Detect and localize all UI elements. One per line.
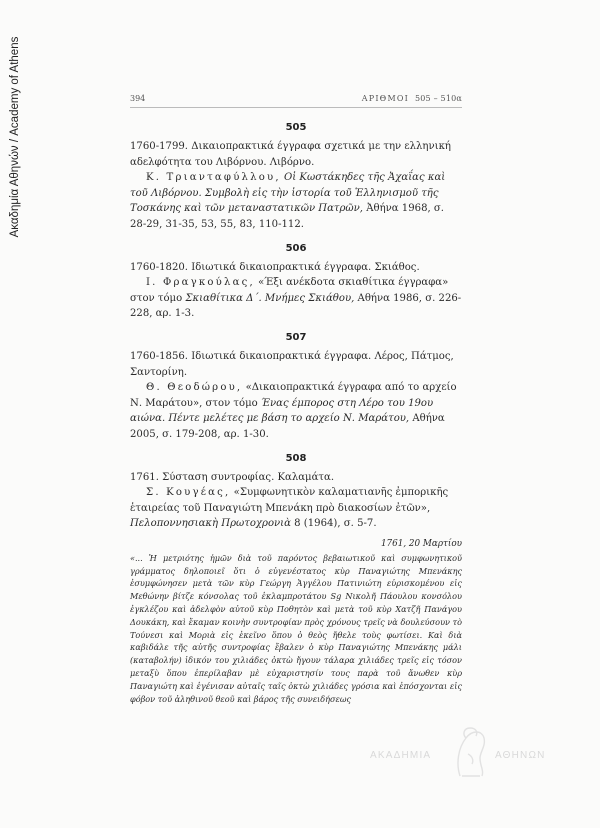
entry-reference	[130, 170, 462, 232]
header-rule	[130, 107, 462, 108]
entry-number: 507	[285, 331, 307, 343]
entry-number: 508	[285, 452, 307, 464]
side-watermark-label: Ακαδημία Αθηνών / Academy of Athens	[9, 36, 21, 238]
reference-author: Θ. Θεοδώρου,	[146, 382, 243, 394]
page-number: 394	[130, 94, 146, 103]
watermark-text-left: ΑΚΑΔΗΜΙΑ	[370, 750, 432, 761]
document-date: 1761, 20 Μαρτίου	[380, 538, 462, 549]
reference-article: «Συμφωνητικὸν καλαματιανῆς ἐμπορικῆς ἑταιρείας τοῦ Παναγιώτη Μπενάκη πρὸ διακοσίων ἐτῶν»,	[130, 487, 449, 514]
document-quote: «... Ἡ μετριότης ἡμῶν διὰ τοῦ παρόντος βεβαιωτικοῦ καὶ συμφωνητικοῦ γράμματος δηλοποιεῖ ὅτι ὁ εὐγενέστατος κὺρ Παναγιώτης Μπενάκης ἐσυμφώνησεν μετὰ τῶν κὺρ Γεώργη Ἀγγέλου Πατινιώτη εὑρισκομένου εἰς Μεθώνην βίτζε κόνσολας τοῦ ἐκλαμπροτάτου Sg Νικολῆ Πάουλου κονσόλου ἐγκλέζου καὶ ἀδελφὸν αὐτοῦ κὺρ Ποθητὸν καὶ μετὰ τοῦ κὺρ Χατζῆ Πανάγου Δουκάκη, καὶ ἔκαμαν κοινὴν συντροφίαν πρὸς χρόνους τρεῖς νὰ δουλεύσουν τὸ Τούνεσι καὶ Μοριὰ εἰς ἐκεῖνο ὅπου ὁ θεὸς ἤθελε τοὺς φωτίσει. Καὶ διὰ καβιδάλε τῆς αὐτῆς συντροφίας ἔβαλεν ὁ κὺρ Παναγιώτης Μπενάκης μάλι (καταβολήν) ἰδικόν του χιλιάδες ὀκτὼ ἤγουν τάλαρα χιλιάδες τρεῖς εἰς τόσον μεταξὺ ὅπου ἐπερίλαβαν μὲ εὐχαριστησίν τους παρὰ τοῦ ἄνωθεν κὺρ Παναγιώτη καὶ ἐγένισαν αὐταῖς ταῖς ὀκτὼ χιλιάδες γρόσια καὶ ἐπόσχονται εἰς φόβον τοῦ ἀληθινοῦ θεοῦ καὶ βάρος τῆς συνειδήσεως	[130, 552, 462, 704]
entry-reference	[130, 485, 462, 532]
entry-reference	[130, 275, 462, 322]
entry-507	[130, 332, 462, 443]
reference-title: Οἱ Κωστάκηδες τῆς Ἀχαΐας καὶ τοῦ Λιβόρνου. Συμβολὴ εἰς τὴν ἱστορία τοῦ Ἑλληνισμοῦ τῆς Τοσκάνης καὶ τῶν μεταναστατικῶν Πατρῶν,	[130, 172, 446, 215]
watermark-text-right: ΑΘΗΝΩΝ	[495, 750, 546, 761]
reference-publication: Αθήνα 2005, σ. 179-208, αρ. 1-30.	[130, 413, 445, 440]
reference-title: Πελοποννησιακὴ Πρωτοχρονιὰ	[130, 518, 291, 530]
reference-article: «Έξι ανέκδοτα σκιαθίτικα έγγραφα» στον τόμο	[130, 277, 449, 304]
running-title-text: ΑΡΙΘΜΟΙ	[361, 94, 409, 103]
athena-head-icon	[450, 724, 490, 784]
reference-title: Ένας έμπορος στη Λέρο του 19ου αιώνα. Πέντε μελέτες με βάση το αρχείο Ν. Μαράτου,	[130, 397, 434, 425]
running-range: 505 – 510α	[414, 94, 462, 103]
reference-author: Ι. Φραγκούλας,	[146, 277, 255, 289]
entry-reference	[130, 380, 462, 442]
entry-505	[130, 122, 462, 233]
reference-publication: Ἀθήνα 1968, σ. 28-29, 31-35, 53, 55, 83, 110-112.	[130, 203, 445, 230]
reference-publication: 8 (1964), σ. 5-7.	[294, 518, 377, 530]
reference-title: Σκιαθίτικα Δ΄. Μνήμες Σκιάθου,	[185, 292, 355, 304]
reference-article: «Δικαιοπρακτικά έγγραφα από το αρχείο Ν. Μαράτου», στον τόμο	[130, 382, 457, 409]
running-title	[362, 94, 462, 103]
entry-line: 1760-1856. Ιδιωτικά δικαιοπρακτικά έγγραφα. Λέρος, Πάτμος, Σαντορίνη.	[130, 350, 454, 378]
entry-506	[130, 243, 462, 322]
entry-line: 1760-1820. Ιδιωτικά δικαιοπρακτικά έγγραφα. Σκιάθος.	[130, 261, 420, 273]
catalog-content	[130, 112, 462, 705]
entry-line: 1761. Σύσταση συντροφίας. Καλαμάτα.	[130, 471, 335, 483]
academy-watermark	[370, 724, 570, 784]
reference-publication: Αθήνα 1986, σ. 226-228, αρ. 1-3.	[130, 292, 462, 320]
entry-number: 506	[285, 242, 307, 254]
reference-author: Κ. Τριανταφύλλου,	[146, 172, 281, 184]
entry-number: 505	[285, 122, 307, 133]
entry-line: 1760-1799. Δικαιοπρακτικά έγγραφα σχετικά με την ελληνική αδελφότητα του Λιβόρνου. Λιβόρνο.	[130, 141, 451, 168]
reference-author: Σ. Κουγέας,	[146, 487, 231, 499]
entry-508	[130, 453, 462, 706]
